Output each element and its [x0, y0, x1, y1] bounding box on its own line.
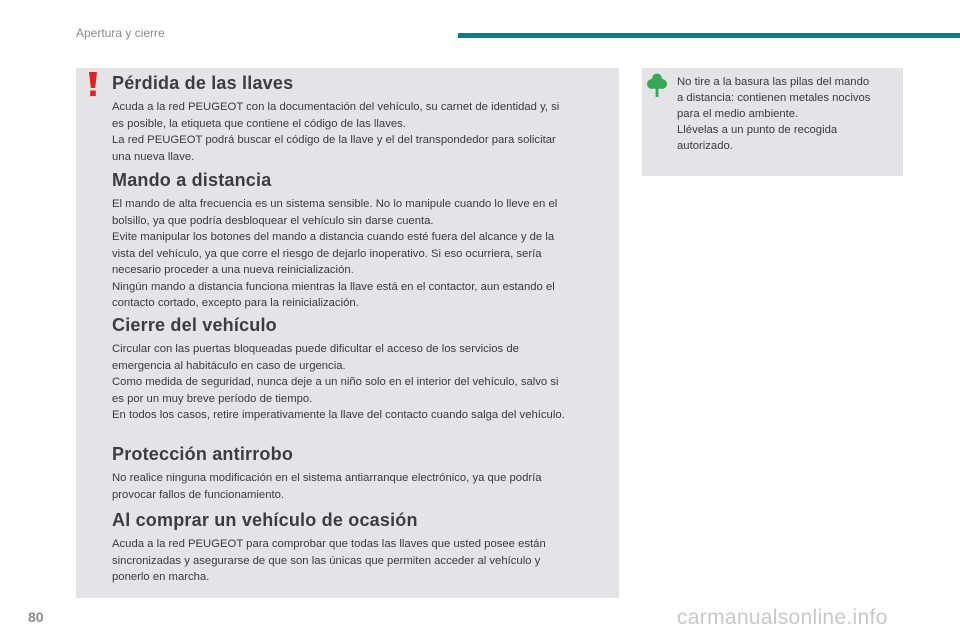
section-vehicle-locking: [112, 315, 612, 424]
tree-icon: [647, 73, 667, 97]
section-used-vehicle: [112, 510, 612, 586]
section-remote-control: [112, 170, 612, 312]
exclamation-icon: [86, 71, 100, 97]
header-accent-bar: [458, 33, 960, 38]
watermark: carmanualsonline.info: [677, 606, 888, 629]
section-title: Al comprar un vehículo de ocasión: [112, 510, 418, 530]
section-title: Protección antirrobo: [112, 444, 294, 464]
page-number: 80: [28, 609, 44, 625]
section-title: Mando a distancia: [112, 170, 272, 190]
chapter-title: Apertura y cierre: [76, 26, 165, 40]
section-body: Circular con las puertas bloqueadas puede dificultar el acceso de los servicios de emergencia al habitáculo en caso de urgencia. Como medida de seguridad, nunca deje a un niño solo en el interior del vehículo, salvo si es por un muy breve período de tiempo. En todos los casos, retire imperativamente la llave del contacto cuando salga del vehículo.: [112, 343, 565, 421]
eco-note-text: No tire a la basura las pilas del mando a distancia: contienen metales nocivos para el medio ambiente. Llévelas a un punto de recogida autorizado.: [677, 76, 871, 152]
section-body: Acuda a la red PEUGEOT con la documentación del vehículo, su carnet de identidad y, si es posible, la etiqueta que contiene el código de las llaves. La red PEUGEOT podrá buscar el código de la llave y el del transpondedor para solicitar una nueva llave.: [112, 101, 560, 163]
section-antitheft: [112, 444, 612, 503]
section-body: El mando de alta frecuencia es un sistema sensible. No lo manipule cuando lo lleve en el bolsillo, ya que podría desbloquear el vehículo sin darse cuenta. Evite manipular los botones del mando a distancia cuando esté fuera del alcance y de la vista del vehículo, ya que corre el riesgo de dejarlo inoperativo. Si eso ocurriera, sería necesario proceder a una nueva reinicialización. Ningún mando a distancia funciona mientras la llave está en el contactor, aun estando el contacto cortado, excepto para la reinicialización.: [112, 198, 558, 309]
section-title: Pérdida de las llaves: [112, 73, 294, 93]
section-body: Acuda a la red PEUGEOT para comprobar que todas las llaves que usted posee están sincronizadas y asegurarse de que son las únicas que permiten acceder al vehículo y ponerlo en marcha.: [112, 538, 546, 583]
section-lost-keys: [112, 73, 612, 165]
section-title: Cierre del vehículo: [112, 315, 277, 335]
section-body: No realice ninguna modificación en el sistema antiarranque electrónico, ya que podría provocar fallos de funcionamiento.: [112, 472, 542, 501]
